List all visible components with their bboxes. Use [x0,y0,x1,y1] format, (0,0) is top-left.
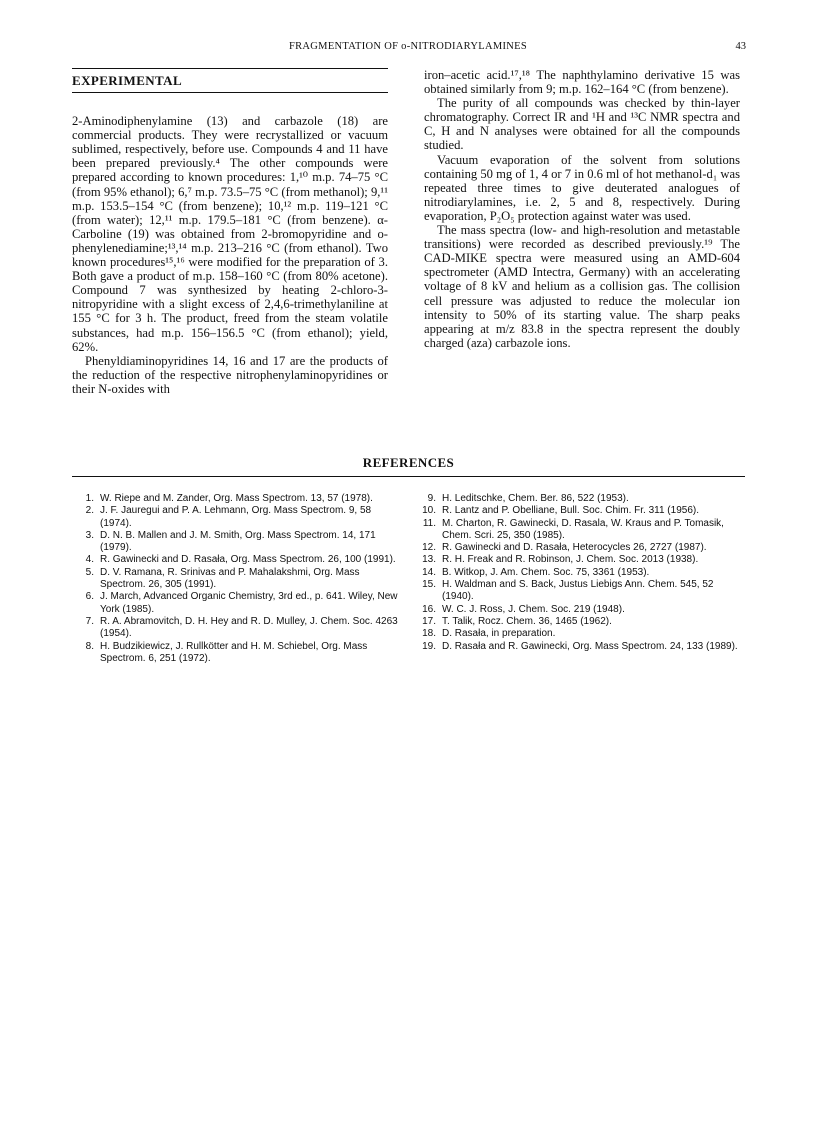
reference-number: 2. [85,505,94,517]
reference-number: 6. [85,591,94,603]
reference-number: 16. [422,603,436,615]
reference-number: 3. [85,529,94,541]
reference-number: 12. [422,542,436,554]
reference-item [420,641,740,653]
reference-text: W. C. J. Ross, J. Chem. Soc. 219 (1948). [442,603,625,615]
reference-text: R. Gawinecki and D. Rasała, Org. Mass Spectrom. 26, 100 (1991). [100,554,396,566]
experimental-paragraph: Vacuum evaporation of the solvent from solutions containing 50 mg of 1, 4 or 7 in 0.6 ml of hot methanol-d₁ was repeated three times to give deuterated analogues of nitrodiarylamines, i.e. 2, 5 and 8, respectively. During evaporation, P₂O₅ protection against water was used. [424,152,740,223]
reference-text: R. Gawinecki and D. Rasała, Heterocycles 26, 2727 (1987). [442,542,707,554]
reference-item [78,554,398,566]
reference-text: J. March, Advanced Organic Chemistry, 3rd ed., p. 641. Wiley, New York (1985). [100,591,398,615]
reference-text: D. Rasała, in preparation. [442,628,556,640]
reference-item [420,567,740,579]
reference-item [420,579,740,604]
reference-item [78,616,398,641]
experimental-paragraph: The mass spectra (low- and high-resolution and metastable transitions) were recorded as described previously.¹⁹ The CAD-MIKE spectra were measured using an AMD-604 spectrometer (AMD Intectra, Germany) with an accelerating voltage of 8 kV and helium as a collision gas. The collision cell pressure was adjusted to reduce the molecular ion intensity to 50% of its starting value. The sharp peaks appearing at m/z 83.8 in the spectra represent the doubly charged (aza) carbazole ions. [424,223,740,350]
reference-text: R. Lantz and P. Obelliane, Bull. Soc. Chim. Fr. 311 (1956). [442,505,699,517]
reference-number: 1. [85,493,94,504]
reference-item [420,616,740,628]
reference-item [78,591,398,616]
reference-number: 17. [422,615,436,627]
reference-item [78,505,398,530]
experimental-heading: EXPERIMENTAL [72,68,388,93]
experimental-right-column [424,68,740,350]
reference-number: 4. [85,554,94,566]
reference-item [420,518,740,543]
references-heading: REFERENCES [72,455,745,477]
reference-text: W. Riepe and M. Zander, Org. Mass Spectrom. 13, 57 (1978). [100,493,373,504]
reference-text: H. Leditschke, Chem. Ber. 86, 522 (1953). [442,493,629,504]
reference-text: R. H. Freak and R. Robinson, J. Chem. Soc. 2013 (1938). [442,554,699,566]
experimental-left-column [72,68,388,396]
reference-item [78,493,398,505]
reference-number: 15. [422,579,436,591]
page-number: 43 [735,41,746,52]
experimental-paragraph: Phenyldiaminopyridines 14, 16 and 17 are the products of the reduction of the respective nitrophenylaminopyridines or their N-oxides with [72,353,388,396]
reference-item [78,530,398,555]
experimental-paragraph: The purity of all compounds was checked by thin-layer chromatography. Correct IR and ¹H and ¹³C NMR spectra and C, H and N analyses were obtained for all the compounds studied. [424,96,740,153]
reference-number: 10. [422,505,436,517]
reference-text: B. Witkop, J. Am. Chem. Soc. 75, 3361 (1953). [442,566,650,578]
reference-number: 5. [85,566,94,578]
reference-item [420,554,740,566]
references-left-column [78,493,398,665]
references-right-column [420,493,740,653]
reference-text: H. Waldman and S. Back, Justus Liebigs Ann. Chem. 545, 52 (1940). [442,579,714,603]
running-title: FRAGMENTATION OF o-NITRODIARYLAMINES [288,41,528,52]
reference-text: D. N. B. Mallen and J. M. Smith, Org. Mass Spectrom. 14, 171 (1979). [100,529,376,554]
reference-number: 14. [422,566,436,578]
reference-number: 9. [427,493,436,504]
reference-text: J. F. Jauregui and P. A. Lehmann, Org. Mass Spectrom. 9, 58 (1974). [100,505,372,529]
reference-number: 19. [422,640,436,652]
reference-number: 11. [422,517,436,529]
reference-number: 7. [85,615,94,627]
reference-text: R. A. Abramovitch, D. H. Hey and R. D. Mulley, J. Chem. Soc. 4263 (1954). [100,615,398,640]
reference-item [78,641,398,666]
experimental-paragraph: iron–acetic acid.¹⁷,¹⁸ The naphthylamino derivative 15 was obtained similarly from 9; m.p. 162–164 °C (from benzene). [424,68,740,97]
reference-number: 13. [422,554,436,566]
reference-text: H. Budzikiewicz, J. Rullkötter and H. M. Schiebel, Org. Mass Spectrom. 6, 251 (1972). [100,640,368,664]
reference-number: 18. [422,628,436,640]
reference-item [420,628,740,640]
experimental-paragraph: 2-Aminodiphenylamine (13) and carbazole (18) are commercial products. They were recrystallized or vacuum sublimed, respectively, before use. Compounds 4 and 11 have been prepared previously.⁴ The other compounds were prepared according to known procedures: 1,¹⁰ m.p. 74–75 °C (from 95% ethanol); 6,⁷ m.p. 73.5–75 °C (from methanol); 9,¹¹ m.p. 153.5–154 °C (from benzene); 10,¹² m.p. 119–121 °C (from water); 12,¹¹ m.p. 179.5–181 °C (from benzene). α-Carboline (19) was obtained from 2-bromopyridine and o-phenylenediamine;¹³,¹⁴ m.p. 213–216 °C (from ethanol). Two known procedures¹⁵,¹⁶ were modified for the preparation of 3. Both gave a product of m.p. 158–160 °C (from 80% acetone). Compound 7 was synthesized by heating 2-chloro-3-nitropyridine with a slight excess of 2,4,6-trimethylaniline at 155 °C for 3 h. The product, freed from the steam volatile substances, had m.p. 156–156.5 °C (from ethanol); yield, 62%. [72,114,388,354]
reference-item [420,604,740,616]
reference-text: T. Talik, Rocz. Chem. 36, 1465 (1962). [442,615,612,627]
reference-item [78,567,398,592]
reference-item [420,493,740,505]
reference-text: D. V. Ramana, R. Srinivas and P. Mahalakshmi, Org. Mass Spectrom. 26, 305 (1991). [100,566,360,591]
reference-item [420,542,740,554]
reference-item [420,505,740,517]
reference-number: 8. [85,640,94,652]
reference-text: M. Charton, R. Gawinecki, D. Rasala, W. Kraus and P. Tomasik, Chem. Scri. 25, 350 (1985). [442,517,724,541]
reference-text: D. Rasała and R. Gawinecki, Org. Mass Spectrom. 24, 133 (1989). [442,640,738,652]
